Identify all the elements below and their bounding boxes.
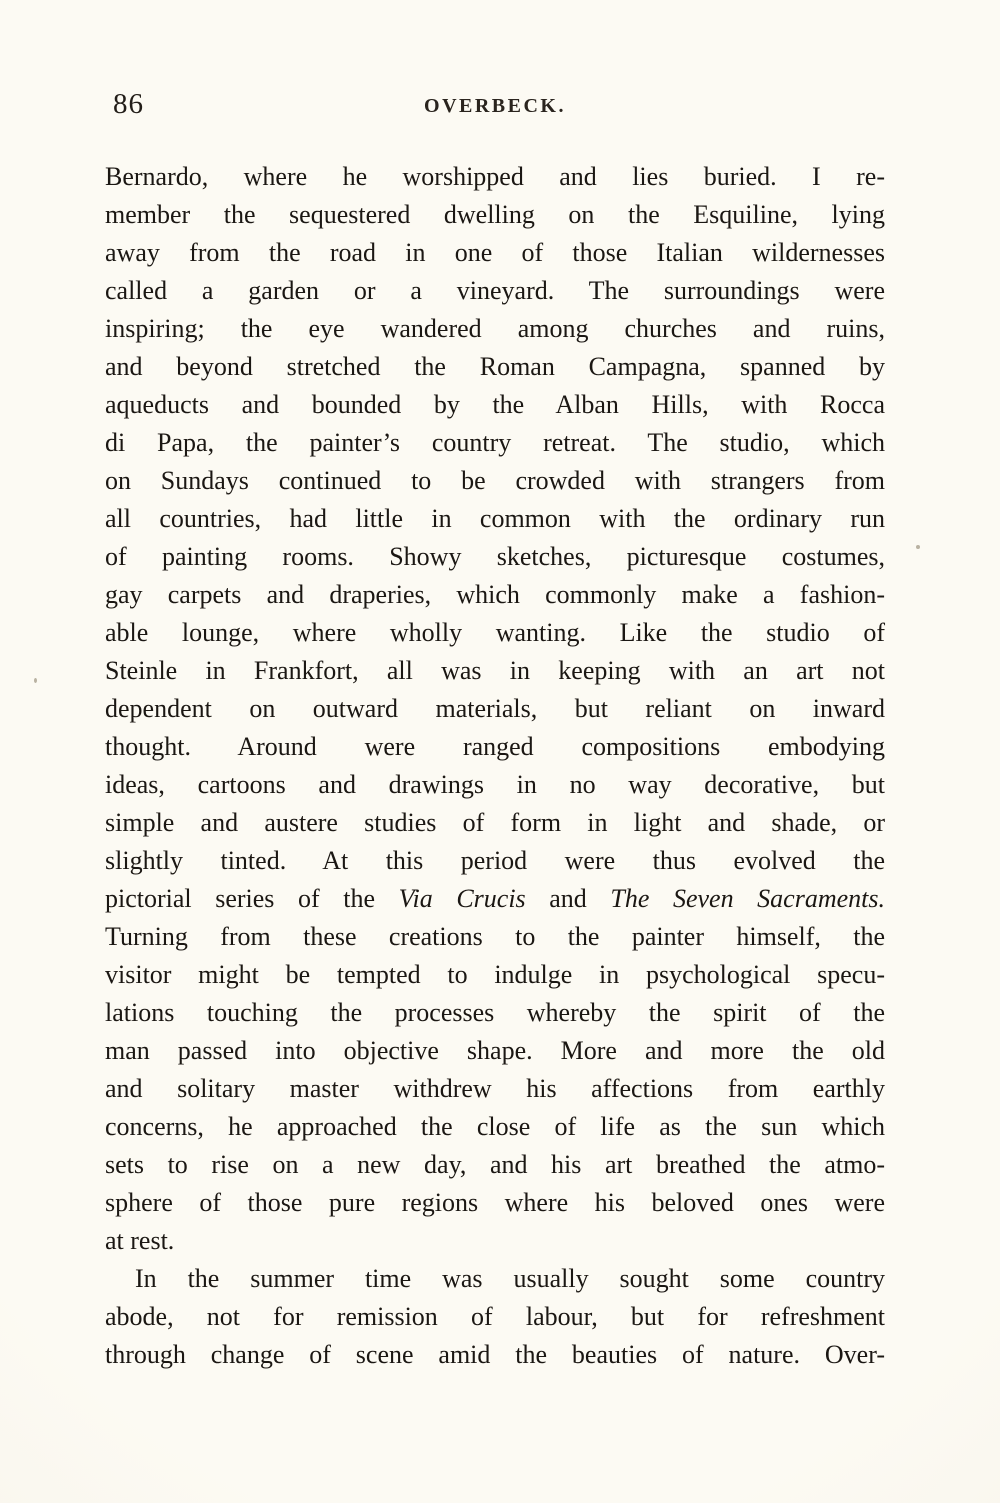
italic-text-segment: The Seven Sacraments. — [610, 884, 885, 913]
text-segment: simple and austere studies of form in light and shade, or — [105, 808, 885, 837]
text-line — [105, 614, 885, 652]
text-segment: at rest. — [105, 1226, 175, 1255]
scan-speck — [34, 678, 37, 683]
text-segment: gay carpets and draperies, which commonly make a fashion- — [105, 580, 885, 609]
text-segment: and beyond stretched the Roman Campagna, spanned by — [105, 352, 885, 381]
italic-text-segment: Via Crucis — [398, 884, 526, 913]
text-line — [105, 386, 885, 424]
text-line — [105, 1184, 885, 1222]
text-line — [105, 1070, 885, 1108]
text-segment: pictorial series of the — [105, 884, 399, 913]
text-segment: slightly tinted. At this period were thus evolved the — [105, 846, 885, 875]
page-number: 86 — [113, 88, 144, 120]
text-segment: lations touching the processes whereby the spirit of the — [105, 998, 885, 1027]
text-line — [105, 652, 885, 690]
text-line — [105, 728, 885, 766]
text-line — [105, 804, 885, 842]
text-segment: on Sundays continued to be crowded with strangers from — [105, 466, 885, 495]
text-line — [105, 1336, 885, 1374]
text-segment: and solitary master withdrew his affections from earthly — [105, 1074, 885, 1103]
scan-speck — [916, 545, 920, 549]
text-line — [105, 994, 885, 1032]
text-segment: and — [525, 884, 611, 913]
text-line — [105, 1108, 885, 1146]
text-line — [105, 1298, 885, 1336]
text-line — [105, 956, 885, 994]
text-segment: thought. Around were ranged compositions embodying — [105, 732, 885, 761]
text-line — [105, 424, 885, 462]
text-segment: visitor might be tempted to indulge in psychological specu- — [105, 960, 885, 989]
text-line — [105, 538, 885, 576]
text-segment: Steinle in Frankfort, all was in keeping with an art not — [105, 656, 885, 685]
text-line — [105, 234, 885, 272]
text-line — [105, 1222, 885, 1260]
text-line — [105, 310, 885, 348]
text-segment: sphere of those pure regions where his beloved ones were — [105, 1188, 885, 1217]
text-segment: called a garden or a vineyard. The surroundings were — [105, 276, 885, 305]
text-segment: di Papa, the painter’s country retreat. The studio, which — [105, 428, 885, 457]
text-line — [105, 880, 885, 918]
text-segment: all countries, had little in common with the ordinary run — [105, 504, 885, 533]
text-line — [105, 918, 885, 956]
text-line — [105, 158, 885, 196]
text-segment: aqueducts and bounded by the Alban Hills, with Rocca — [105, 390, 885, 419]
text-line — [105, 576, 885, 614]
text-line — [105, 196, 885, 234]
text-segment: Bernardo, where he worshipped and lies buried. I re- — [105, 162, 885, 191]
text-line — [105, 1260, 885, 1298]
page-body-text — [105, 158, 885, 1374]
text-segment: Turning from these creations to the painter himself, the — [105, 922, 885, 951]
text-segment: dependent on outward materials, but reliant on inward — [105, 694, 885, 723]
text-line — [105, 690, 885, 728]
text-line — [105, 1032, 885, 1070]
text-line — [105, 766, 885, 804]
text-segment: inspiring; the eye wandered among churches and ruins, — [105, 314, 885, 343]
text-segment: member the sequestered dwelling on the Esquiline, lying — [105, 200, 885, 229]
text-segment: ideas, cartoons and drawings in no way decorative, but — [105, 770, 885, 799]
text-segment: able lounge, where wholly wanting. Like the studio of — [105, 618, 885, 647]
text-line — [105, 462, 885, 500]
text-segment: abode, not for remission of labour, but for refreshment — [105, 1302, 885, 1331]
text-segment: sets to rise on a new day, and his art breathed the atmo- — [105, 1150, 885, 1179]
text-line — [105, 842, 885, 880]
text-segment: of painting rooms. Showy sketches, picturesque costumes, — [105, 542, 885, 571]
text-segment: through change of scene amid the beauties of nature. Over- — [105, 1340, 885, 1369]
text-segment: In the summer time was usually sought some country — [135, 1264, 885, 1293]
text-segment: concerns, he approached the close of life as the sun which — [105, 1112, 885, 1141]
running-header: OVERBECK. — [424, 95, 566, 117]
text-segment: man passed into objective shape. More and more the old — [105, 1036, 885, 1065]
page-header — [105, 88, 885, 122]
text-segment: away from the road in one of those Italian wildernesses — [105, 238, 885, 267]
text-line — [105, 1146, 885, 1184]
text-line — [105, 272, 885, 310]
text-line — [105, 348, 885, 386]
text-line — [105, 500, 885, 538]
